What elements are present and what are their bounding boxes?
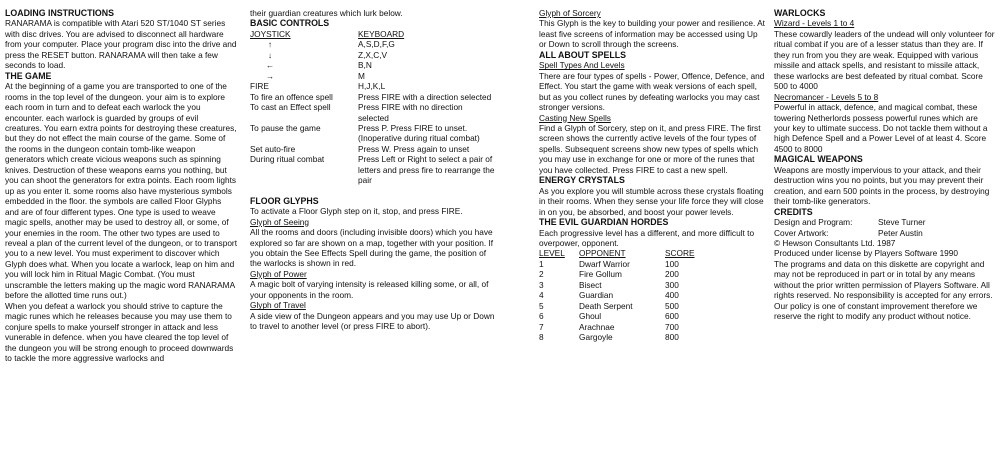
score-cell: 200 — [665, 269, 679, 280]
column-4 — [774, 8, 996, 322]
crystals-text: As you explore you will stumble across these crystals floating in their rooms. When they sense your life force they will close in on you, be absorbed, and boost your power levels. — [539, 185, 764, 217]
level-cell: 4 — [539, 290, 544, 301]
control-joy: FIRE — [250, 81, 269, 92]
glyph-sorcery-title: Glyph of Sorcery — [539, 8, 601, 18]
keyboard-header: KEYBOARD — [358, 28, 405, 39]
action-name: During ritual combat — [250, 154, 325, 165]
left-arrow-icon: ← — [265, 60, 275, 71]
score-cell: 300 — [665, 279, 679, 290]
action-row — [250, 92, 495, 102]
action-name: To pause the game — [250, 122, 321, 133]
column-2 — [250, 8, 495, 332]
hordes-header-row — [539, 248, 765, 258]
floor-glyphs-intro: To activate a Floor Glyph step on it, stop, and press FIRE. — [250, 206, 463, 217]
table-row — [539, 332, 765, 342]
score-cell: 100 — [665, 258, 679, 269]
level-cell: 3 — [539, 279, 544, 290]
table-row — [539, 290, 765, 300]
glyph-power-text: A magic bolt of varying intensity is released killing some, or all, of your opponents in the room. — [250, 279, 489, 300]
control-key: Z,X,C,V — [358, 49, 388, 60]
wizard-title: Wizard - Levels 1 to 4 — [774, 18, 855, 29]
control-key: A,S,D,F,G — [358, 39, 395, 50]
glyph-power-title: Glyph of Power — [250, 268, 307, 279]
score-header: SCORE — [665, 248, 695, 259]
table-row — [539, 322, 765, 332]
opponent-cell: Guardian — [579, 290, 614, 301]
score-cell: 600 — [665, 311, 679, 322]
column-3 — [539, 8, 765, 343]
game-text-3: their guardian creatures which lurk below. — [250, 8, 403, 18]
action-row — [250, 154, 495, 185]
glyph-sorcery-text: This Glyph is the key to building your power and resilience. At least five screens of information may be accessed using Up or Down to scroll through the screens. — [539, 18, 765, 50]
credits-title: CREDITS — [774, 206, 813, 217]
floor-glyphs-title: FLOOR GLYPHS — [250, 195, 319, 206]
opponent-cell: Fire Gollum — [579, 269, 622, 280]
control-key: M — [358, 70, 365, 81]
game-title: THE GAME — [5, 70, 52, 81]
wizard-text: These cowardly leaders of the undead will only volunteer for ritual combat if you are of a lesser status than they are. If they run from you they are weak. Equipped with various missile and attack spells, and resistant to missile attack, these warlocks are best defeated by ritual combat. Score 500 to 4000 — [774, 28, 995, 92]
spells-title: ALL ABOUT SPELLS — [539, 49, 626, 60]
control-key: H,J,K,L — [358, 81, 386, 92]
table-row — [539, 311, 765, 321]
control-key: B,N — [358, 60, 372, 71]
hordes-table — [539, 259, 765, 343]
score-cell: 700 — [665, 321, 679, 332]
level-cell: 6 — [539, 311, 544, 322]
glyph-seeing-text: All the rooms and doors (including invisible doors) which you have explored so far are shown on a map, together with your position. If you obtain the See Effects Spell during the game, the position of the warlocks is shown in red. — [250, 227, 494, 269]
level-cell: 5 — [539, 300, 544, 311]
table-row — [539, 269, 765, 279]
credit-row — [774, 217, 996, 227]
opponent-cell: Ghoul — [579, 311, 602, 322]
crystals-title: ENERGY CRYSTALS — [539, 175, 625, 186]
opponent-cell: Death Serpent — [579, 300, 633, 311]
necromancer-title: Necromancer - Levels 5 to 8 — [774, 91, 879, 102]
action-desc: Press Left or Right to select a pair of letters and press fire to rearrange the pair — [358, 154, 495, 186]
action-desc: Press FIRE with no direction selected — [358, 102, 463, 123]
control-row — [250, 50, 495, 60]
opponent-cell: Gargoyle — [579, 332, 613, 343]
action-row — [250, 144, 495, 154]
table-row — [539, 301, 765, 311]
action-name: To fire an offence spell — [250, 91, 333, 102]
legal-text: The programs and data on this diskette are copyright and may not be reproduced in part or in total by any means without the prior written permission of Players Software. All rights reserved. No responsibility is accepted for any errors. Our policy is one of constant improvement therefore we reserve the right to modify any product without notice. — [774, 258, 993, 322]
down-arrow-icon: ↓ — [267, 49, 273, 60]
opponent-cell: Arachnae — [579, 321, 615, 332]
credit-role: Cover Artwork: — [774, 227, 829, 238]
glyph-seeing-title: Glyph of Seeing — [250, 216, 310, 227]
level-cell: 1 — [539, 258, 544, 269]
score-cell: 800 — [665, 332, 679, 343]
magical-text: Weapons are mostly impervious to your attack, and their destruction wins you no points, but you may prevent their creation, and earn 500 points in the process, by destroying their tomb-like generators. — [774, 164, 990, 207]
spell-types-text: There are four types of spells - Power, Offence, Defence, and Effect. You start the game with weak versions of each spell, but as you collect runes by defeating warlocks you may cast stronger versions. — [539, 70, 765, 113]
opponent-header: OPPONENT — [579, 248, 626, 259]
score-cell: 500 — [665, 300, 679, 311]
control-row — [250, 81, 495, 91]
loading-title: LOADING INSTRUCTIONS — [5, 8, 114, 18]
hordes-title: THE EVIL GUARDIAN HORDES — [539, 217, 669, 228]
level-cell: 7 — [539, 321, 544, 332]
action-desc: Press W. Press again to unset — [358, 143, 470, 154]
glyph-travel-title: Glyph of Travel — [250, 300, 306, 311]
casting-title: Casting New Spells — [539, 112, 611, 123]
copyright: © Hewson Consultants Ltd. 1987 — [774, 237, 896, 248]
table-row — [539, 280, 765, 290]
action-row — [250, 102, 495, 123]
joystick-header: JOYSTICK — [250, 28, 291, 39]
necromancer-text: Powerful in attack, defence, and magical combat, these towering Netherlords possess powerful runes which are your key to ultimate success. Do not tackle them without a high Defence Spell and a Power Level of at least 4. Score 4500 to 8000 — [774, 102, 988, 154]
action-row — [250, 123, 495, 144]
action-name: To cast an Effect spell — [250, 102, 331, 113]
control-row — [250, 60, 495, 70]
game-text-1: At the beginning of a game you are transported to one of the rooms in the top level of the dungeon. your aim is to explore each room in turn and to defeat each warlock the you encounter. each warlock is guarded by groups of evil creatures. You earn extra points for destroying these creatures, but they do not effect the main course of the game. Some of the rooms in the dungeon contain tomb-like weapon generators which create vicious weapons such as spinning knives. Destruction of these weapons earns you nothing, but you can shoot the generators for extra points. Each room lights up as you enter it. some rooms also have mysterious symbols embedded in the floor. the symbols are called Floor Glyphs and are of four different types. One type is used to weave magic spells, another may be used to destroy all, or some, of your enemies in the room. The other two types are used to reveal a plan of the current level of the dungeon, or to transport you to a new level. You must experiment to discover which Glyph does what. When you locate a warlock, leap on him and you will lock him in Ritual Magic Combat. (You must unscramble the letters making up the magic word RANARAMA before the allotted time runs out.) — [5, 81, 237, 301]
level-header: LEVEL — [539, 248, 565, 259]
credit-role: Design and Program: — [774, 217, 853, 228]
controls-header-row — [250, 29, 495, 39]
controls-title: BASIC CONTROLS — [250, 18, 330, 29]
casting-text: Find a Glyph of Sorcery, step on it, and press FIRE. The first screen shows the currently active levels of the four types of spells. Subsequent screens show new types of spells which you may use in exchange for one or more of the runes that you have collected. Press FIRE to cast a new spell. — [539, 122, 761, 175]
score-cell: 400 — [665, 290, 679, 301]
column-1 — [5, 8, 237, 363]
action-desc: Press FIRE with a direction selected — [358, 91, 492, 102]
game-text-2: When you defeat a warlock you should strive to capture the magic runes which he releases because you may use them to conjure spells to make yourself stronger in attack and less vunerable in defence. when you have cleared the top level of the dungeon you will be strong enough to proceed downwards to tackle the more aggressive warlocks and — [5, 300, 234, 363]
table-row — [539, 259, 765, 269]
hordes-text: Each progressive level has a different, and more difficult to overpower, opponent. — [539, 227, 755, 248]
spell-types-title: Spell Types And Levels — [539, 60, 625, 71]
licence: Produced under license by Players Software 1990 — [774, 248, 959, 259]
magical-title: MAGICAL WEAPONS — [774, 154, 863, 165]
action-name: Set auto-fire — [250, 143, 296, 154]
loading-text: RANARAMA is compatible with Atari 520 ST/1040 ST series with disc drives. You are advised to disconnect all hardware from your computer. Place your program disc into the drive and press the RESET button. RANARAMA will then take a few seconds to load. — [5, 18, 237, 71]
warlocks-title: WARLOCKS — [774, 8, 826, 18]
opponent-cell: Dwarf Warrior — [579, 258, 630, 269]
credit-row — [774, 228, 996, 238]
right-arrow-icon: → — [265, 70, 275, 81]
glyph-travel-text: A side view of the Dungeon appears and you may use Up or Down to travel to another level (or press FIRE to abort). — [250, 310, 495, 332]
up-arrow-icon: ↑ — [267, 39, 273, 50]
control-row — [250, 39, 495, 49]
level-cell: 2 — [539, 269, 544, 280]
opponent-cell: Bisect — [579, 279, 602, 290]
level-cell: 8 — [539, 332, 544, 343]
credit-name: Steve Turner — [878, 217, 926, 228]
credit-name: Peter Austin — [878, 227, 923, 238]
control-row — [250, 71, 495, 81]
action-desc: Press P. Press FIRE to unset. (Inoperative during ritual combat) — [358, 122, 480, 144]
